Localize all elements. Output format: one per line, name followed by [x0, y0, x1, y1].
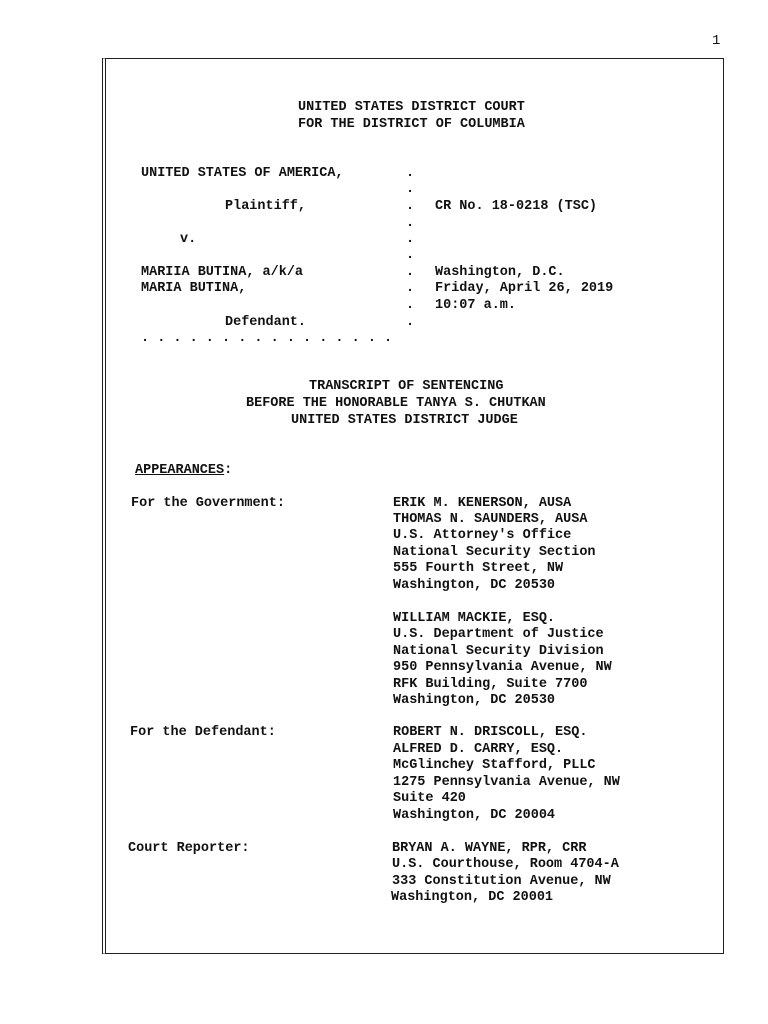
- caption-dot: .: [406, 216, 415, 231]
- caption-dot: .: [406, 166, 415, 181]
- caption-dot: .: [406, 182, 415, 197]
- reporter-line: Washington, DC 20001: [391, 890, 554, 905]
- defendant-label: For the Defendant:: [130, 725, 276, 740]
- counsel-line: 1275 Pennsylvania Avenue, NW: [393, 775, 620, 790]
- caption-dot: .: [406, 281, 415, 296]
- appearances-heading: APPEARANCES:: [135, 463, 233, 478]
- counsel-line: National Security Division: [393, 644, 604, 659]
- reporter-label: Court Reporter:: [128, 841, 250, 856]
- caption-dot: .: [406, 199, 415, 214]
- counsel-line: U.S. Attorney's Office: [393, 528, 572, 543]
- counsel-line: ROBERT N. DRISCOLL, ESQ.: [393, 725, 588, 740]
- caption-dot: .: [406, 248, 415, 263]
- caption-dot: .: [406, 298, 415, 313]
- counsel-line: ERIK M. KENERSON, AUSA: [393, 496, 572, 511]
- court-district: FOR THE DISTRICT OF COLUMBIA: [298, 117, 525, 132]
- plaintiff-role: Plaintiff,: [225, 199, 307, 214]
- caption-dot: .: [406, 232, 415, 247]
- counsel-line: ALFRED D. CARRY, ESQ.: [393, 742, 564, 757]
- defendant-name-2: MARIA BUTINA,: [141, 281, 247, 296]
- caption-bottom-dots: . . . . . . . . . . . . . . . .: [141, 331, 393, 346]
- plaintiff-name: UNITED STATES OF AMERICA,: [141, 166, 344, 181]
- transcript-judge: BEFORE THE HONORABLE TANYA S. CHUTKAN: [246, 396, 546, 411]
- counsel-line: 555 Fourth Street, NW: [393, 561, 564, 576]
- counsel-line: 950 Pennsylvania Avenue, NW: [393, 660, 612, 675]
- court-name: UNITED STATES DISTRICT COURT: [298, 100, 525, 115]
- reporter-line: U.S. Courthouse, Room 4704-A: [392, 857, 619, 872]
- transcript-judge-title: UNITED STATES DISTRICT JUDGE: [291, 413, 518, 428]
- versus: v.: [180, 232, 197, 247]
- hearing-time: 10:07 a.m.: [435, 298, 517, 313]
- counsel-line: Washington, DC 20004: [393, 808, 556, 823]
- caption-dot: .: [406, 265, 415, 280]
- counsel-line: Suite 420: [393, 791, 466, 806]
- hearing-date: Friday, April 26, 2019: [435, 281, 614, 296]
- reporter-line: 333 Constitution Avenue, NW: [392, 874, 611, 889]
- case-number: CR No. 18-0218 (TSC): [435, 199, 598, 214]
- counsel-line: Washington, DC 20530: [393, 578, 556, 593]
- counsel-line: Washington, DC 20530: [393, 693, 556, 708]
- government-label: For the Government:: [131, 496, 285, 511]
- defendant-name-1: MARIIA BUTINA, a/k/a: [141, 265, 304, 280]
- reporter-line: BRYAN A. WAYNE, RPR, CRR: [392, 841, 587, 856]
- counsel-line: THOMAS N. SAUNDERS, AUSA: [393, 512, 588, 527]
- hearing-location: Washington, D.C.: [435, 265, 565, 280]
- counsel-line: RFK Building, Suite 7700: [393, 677, 588, 692]
- page-number: 1: [712, 33, 721, 49]
- counsel-line: National Security Section: [393, 545, 596, 560]
- caption-dot: .: [406, 315, 415, 330]
- counsel-line: McGlinchey Stafford, PLLC: [393, 758, 596, 773]
- defendant-role: Defendant.: [225, 315, 307, 330]
- transcript-title: TRANSCRIPT OF SENTENCING: [309, 379, 504, 394]
- counsel-line: U.S. Department of Justice: [393, 627, 604, 642]
- counsel-line: WILLIAM MACKIE, ESQ.: [393, 611, 556, 626]
